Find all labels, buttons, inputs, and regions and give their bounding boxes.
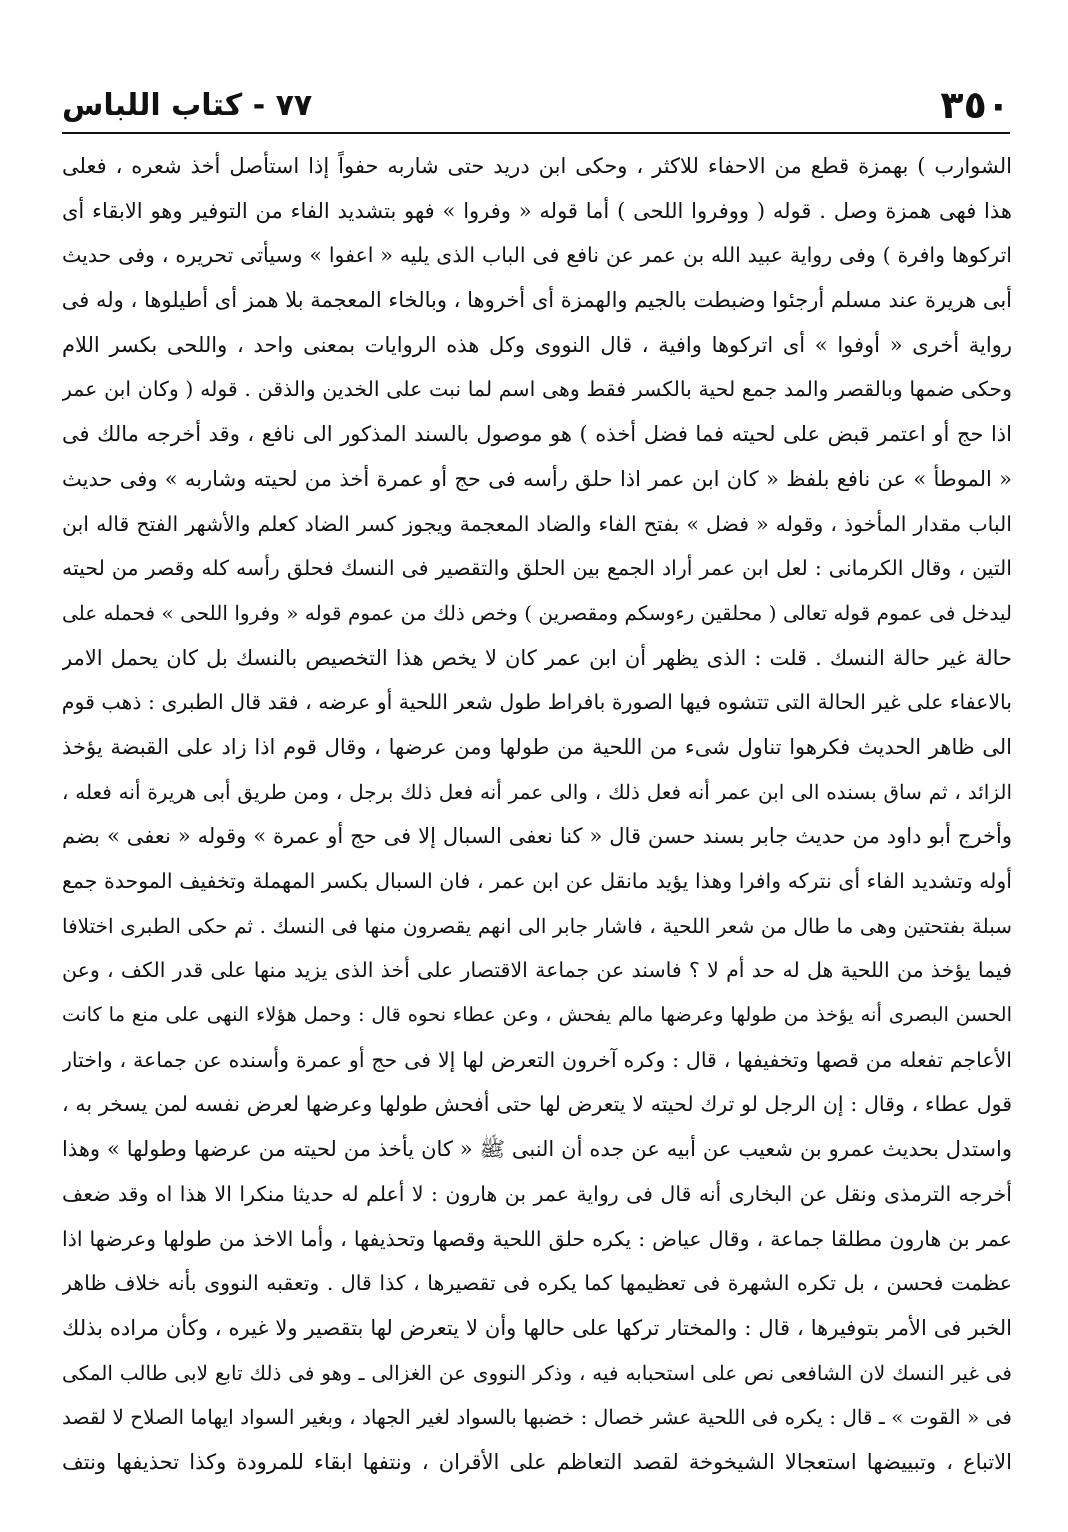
text-line: « الموطأ » عن نافع بلفظ « كان ابن عمر اذا حلق رأسه فى حج أو عمرة أخذ من لحيته وشاربه » وفى حديث	[62, 466, 1012, 491]
running-title: ٧٧ - كتاب اللباس	[62, 88, 313, 123]
text-line: الخبر فى الأمر بتوفيرها ، قال : والمختار تركها على حالها وأن لا يتعرض لها بتقصير ولا غيره ، وكأن مراده بذلك	[62, 1315, 1012, 1340]
text-line: قول عطاء ، وقال : إن الرجل لو ترك لحيته لا يتعرض لها حتى أفحش طولها وعرضها لعرض نفسه لمن يسخر به ،	[62, 1092, 1012, 1117]
text-line: الشوارب ) بهمزة قطع من الاحفاء للاكثر ، وحكى ابن دريد حتى شاربه حفواً إذا استأصل أخذ شعره ، فعلى	[62, 154, 1012, 178]
page-number: ٣٥٠	[940, 83, 1010, 127]
text-line: الى ظاهر الحديث فكرهوا تناول شىء من اللحية من طولها ومن عرضها ، وقال قوم اذا زاد على القبضة يؤخذ	[62, 734, 1012, 759]
text-line: سبلة بفتحتين وهى ما طال من شعر اللحية ، فاشار جابر الى انهم يقصرون منها فى النسك . ثم حكى الطبرى اختلافا	[62, 913, 1012, 938]
text-line: الأعاجم تفعله من قصها وتخفيفها ، قال : وكره آخرون التعرض لها إلا فى حج أو عمرة وأسنده عن جماعة ، واختار	[62, 1047, 1012, 1072]
text-line: عمر بن هارون مطلقا جماعة ، وقال عياض : يكره حلق اللحية وقصها وتحذيفها ، وأما الاخذ من طولها وعرضها اذا	[62, 1226, 1012, 1251]
text-line: وأخرج أبو داود من حديث جابر بسند حسن قال « كنا نعفى السبال إلا فى حج أو عمرة » وقوله « نعفى » بضم	[62, 824, 1012, 849]
text-line: رواية أخرى « أوفوا » أى اتركوها وافية ، قال النووى وكل هذه الروايات بمعنى واحد ، واللحى بكسر اللام	[62, 332, 1012, 357]
text-line: الحسن البصرى أنه يؤخذ من طولها وعرضها مالم يفحش ، وعن عطاء نحوه قال : وحمل هؤلاء النهى على منع ما كانت	[62, 1003, 1012, 1027]
body-text	[62, 144, 1012, 1485]
text-line: فى « القوت » ـ قال : يكره فى اللحية عشر خصال : خضبها بالسواد لغير الجهاد ، وبغير السواد ايهاما الصلاح لا لقصد	[62, 1405, 1012, 1430]
text-line: واستدل بحديث عمرو بن شعيب عن أبيه عن جده أن النبى ﷺ « كان يأخذ من لحيته من عرضها وطولها » وهذا	[62, 1137, 1012, 1162]
text-line: حالة غير حالة النسك . قلت : الذى يظهر أن ابن عمر كان لا يخص هذا التخصيص بالنسك بل كان يحمل الامر	[62, 645, 1012, 670]
text-line: أبى هريرة عند مسلم أرجئوا وضبطت بالجيم والهمزة أى أخروها ، وبالخاء المعجمة بلا همز أى أطيلوها ، وله فى	[62, 288, 1012, 313]
text-line: بالاعفاء على غير الحالة التى تتشوه فيها الصورة بافراط طول شعر اللحية أو عرضه ، فقد قال الطبرى : ذهب قوم	[62, 690, 1012, 715]
text-line: أخرجه الترمذى ونقل عن البخارى أنه قال فى رواية عمر بن هارون : لا أعلم له حديثا منكرا الا هذا اه وقد ضعف	[62, 1181, 1012, 1206]
text-line: فى غير النسك لان الشافعى نص على استحبابه فيه ، وذكر النووى عن الغزالى ـ وهو فى ذلك تابع لابى طالب المكى	[62, 1360, 1012, 1385]
text-line: الاتباع ، وتبييضها استعجالا الشيخوخة لقصد التعاظم على الأقران ، ونتفها ابقاء للمرودة وكذا تحذيفها ونتف	[62, 1449, 1012, 1474]
text-line: التين ، وقال الكرمانى : لعل ابن عمر أراد الجمع بين الحلق والتقصير فى النسك فحلق رأسه كله وقصر من لحيته	[62, 556, 1012, 581]
text-line: عظمت فحسن ، بل تكره الشهرة فى تعظيمها كما يكره فى تقصيرها ، كذا قال . وتعقبه النووى بأنه خلاف ظاهر	[62, 1271, 1012, 1296]
text-line: هذا فهى همزة وصل . قوله ( ووفروا اللحى ) أما قوله « وفروا » فهو بتشديد الفاء من التوفير وهو الابقاء أى	[62, 198, 1012, 223]
page-header	[62, 82, 1010, 128]
text-line: ليدخل فى عموم قوله تعالى ( محلقين رءوسكم ومقصرين ) وخص ذلك من عموم قوله « وفروا اللحى » فحمله على	[62, 600, 1012, 625]
text-line: اذا حج أو اعتمر قبض على لحيته فما فضل أخذه ) هو موصول بالسند المذكور الى نافع ، وقد أخرجه مالك فى	[62, 422, 1012, 447]
text-line: الزائد ، ثم ساق بسنده الى ابن عمر أنه فعل ذلك ، والى عمر أنه فعل ذلك برجل ، ومن طريق أبى هريرة أنه فعله ،	[62, 779, 1012, 804]
text-line: وحكى ضمها وبالقصر والمد جمع لحية بالكسر فقط وهى اسم لما نبت على الخدين والذقن . قوله ( وكان ابن عمر	[62, 377, 1012, 402]
text-line: الباب مقدار المأخوذ ، وقوله « فضل » بفتح الفاء والضاد المعجمة ويجوز كسر الضاد كعلم والأشهر الفتح قاله ابن	[62, 511, 1012, 536]
text-line: فيما يؤخذ من اللحية هل له حد أم لا ؟ فاسند عن جماعة الاقتصار على أخذ الذى يزيد منها على قدر الكف ، وعن	[62, 958, 1012, 983]
text-line: اتركوها وافرة ) وفى رواية عبيد الله بن عمر عن نافع فى الباب الذى يليه « اعفوا » وسيأتى تحريره ، وفى حديث	[62, 243, 1012, 268]
header-rule	[62, 132, 1010, 134]
text-line: أوله وتشديد الفاء أى نتركه وافرا وهذا يؤيد مانقل عن ابن عمر ، فان السبال بكسر المهملة وتخفيف الموحدة جمع	[62, 869, 1012, 893]
